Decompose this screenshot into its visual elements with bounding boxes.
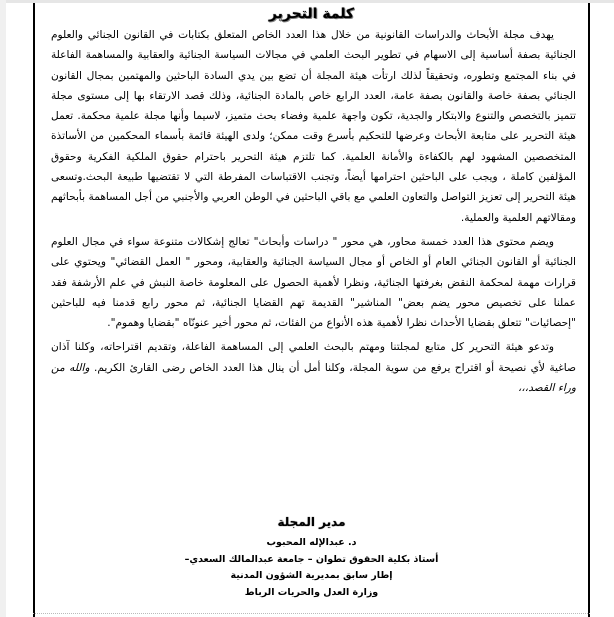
- paragraph-contents: ويضم محتوى هذا العدد خمسة محاور، هي محور " دراسات وأبحاث" تعالج إشكالات متنوعة سواء في مجال العلوم الجنائية أو القانون الجنائي العام أو الخاص أو مجال السياسة الجنائية والعقابية، ومحور " العمل القضائي" ويحتوي على قرارات مهمة لمحكمة النقض بغرفتها الجنائية، ونظرا لأهمية الحصول على المعلومة خاصة النبش في علم الأرشفة فقد عملنا على تخصيص محور يضم بعض" المناشير" القديمة تهم القضايا الجنائية، ثم محور رابع قدمنا فيه للباحثين "إحصائيات" تتعلق بقضايا الأحداث نظرا لأهمية هذه الأنواع من الفئات، ثم محور أخير عنونّاه "بقضايا وهموم".: [51, 235, 576, 330]
- paragraph-invitation: [51, 337, 576, 398]
- right-margin: [590, 3, 602, 617]
- signature-block: [35, 535, 588, 601]
- body-text: [51, 25, 576, 398]
- page-bottom-border: [33, 612, 590, 614]
- signature-name: د. عبدالإله المحبوب: [266, 537, 357, 548]
- paragraph-intro: يهدف مجلة الأبحاث والدراسات القانونية من خلال هذا العدد الخاص المتعلق بكتابات في القانون الجنائي والعلوم الجنائية بصفة أساسية إلى الاسهام في تطوير البحث العلمي في مجالات السياسة الجنائية والعقابية والمساهمة الفاعلة في بناء المجتمع وتطوره، وتحقيقاً لذلك ارتأت هيئة المجلة أن تضع بين يدي السادة الباحثين والمهتمين بمجال القانون الجنائي بصفة خاصة والقانون بصفة عامة، العدد الرابع خاص بالمادة الجنائية، وذلك قصد الارتقاء بها إلى مستوى مجلة تتميز بالتخصص والتنوع والابتكار والجدية، تكون واجهة علمية وفضاء بحث متميز، لاسيما وأنها مجلة علمية محكمة. تعمل هيئة التحرير على متابعة الأبحاث وعرضها للتحكيم بأسرع وقت ممكن؛ ولدى الهيئة قائمة بأسماء المحكمين من الأساتذة المتخصصين المشهود لهم بالكفاءة والأمانة العلمية. كما تلتزم هيئة التحرير باحترام حقوق الملكية الفكرية وحقوق المؤلفين كاملة ، ويجب على الباحثين احترامها أيضاً، وتجنب الاقتباسات المفرطة التي لا تقتضيها طبيعة البحث.وتسعى هيئة التحرير إلى تعزيز التواصل والتعاون العلمي مع باقي الباحثين في الوطن العربي والأجنبي من أجل المساهمة بأبحاثهم ومقالاتهم العلمية والعملية.: [51, 29, 576, 224]
- signature-line: وزارة العدل والحريات الرباط: [244, 586, 379, 598]
- window-left-edge: [0, 0, 6, 617]
- page-title: كلمة التحرير: [268, 6, 355, 22]
- signature-line: إطار سابق بمديرية الشؤون المدنية: [230, 570, 393, 581]
- document-page: [33, 3, 590, 617]
- signature-line: أستاذ بكلية الحقوق تطوان – جامعة عبدالمالك السعدي–: [184, 553, 439, 565]
- closing-phrase: والله من وراء القصد،،،: [51, 361, 576, 395]
- paragraph-invitation-text: وتدعو هيئة التحرير كل متابع لمجلتنا ومهتم بالبحث العلمي إلى المساهمة الفاعلة، وتقديم اقتراحاته، وكلنا آذان صاغية لأي نصيحة أو اقتراح يرفع من سوية المجلة، وكلنا أمل أن ينال هذا العدد الخاص رضى القارئ الكريم.: [51, 341, 576, 374]
- signature-title: مدير المجلة: [277, 515, 346, 529]
